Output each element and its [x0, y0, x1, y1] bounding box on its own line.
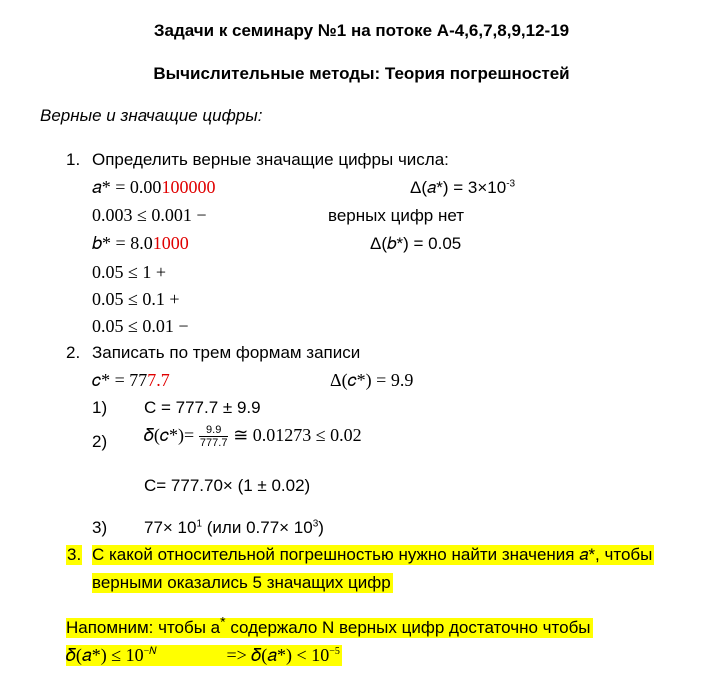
- form3-exp-b: 3: [312, 518, 319, 530]
- b-star-error: Δ(𝑏*) = 0.05: [370, 234, 462, 253]
- c-star-error: Δ(𝑐*) = 9.9: [330, 370, 414, 390]
- task3-line1: С какой относительной погрешностью нужно найти значения 𝑎*, чтобы: [92, 545, 653, 564]
- form3-number: 3): [92, 518, 108, 537]
- section-heading: Верные и значащие цифры:: [40, 106, 263, 125]
- fraction-denominator: 777.7: [199, 437, 228, 449]
- a-star-error-base: Δ(𝑎*) = 3×10: [410, 178, 507, 197]
- b-star-value: [92, 233, 189, 254]
- form3-text: [144, 518, 324, 538]
- task3-line2: верными оказались 5 значащих цифр: [92, 573, 391, 592]
- a-star-value: [92, 177, 215, 198]
- task2-number: 2.: [66, 343, 81, 362]
- a-star-significant: 100000: [161, 177, 216, 197]
- compare-3: 0.05 ≤ 0.1 +: [92, 289, 180, 309]
- b-star-significant: 1000: [152, 233, 189, 253]
- no-true-digits: верных цифр нет: [328, 206, 465, 225]
- a-star-error-exp: -3: [506, 178, 516, 190]
- implies-arrow: =>: [226, 645, 247, 665]
- a-star-error: [410, 178, 515, 198]
- form2-fraction: [199, 424, 229, 449]
- formula-rhs-exp: −5: [329, 646, 340, 657]
- form2-lhs: 𝛿(𝑐*)=: [144, 424, 195, 445]
- form3-part-a: 77× 10: [144, 518, 197, 537]
- page-title: Задачи к семинару №1 на потоке А-4,6,7,8,9,12-19: [153, 21, 570, 40]
- reminder-part-a: Напомним: чтобы a: [66, 618, 221, 637]
- form2-rhs: ≅ 0.01273 ≤ 0.02: [233, 424, 362, 445]
- compare-4: 0.05 ≤ 0.01 −: [92, 316, 189, 336]
- form2-product: C= 777.70× (1 ± 0.02): [144, 476, 311, 495]
- formula-rhs: 𝛿(𝑎*) < 10: [251, 645, 330, 665]
- form1-number: 1): [92, 398, 108, 417]
- reminder-text: [66, 613, 593, 638]
- c-star-significant: 7.7: [147, 370, 170, 390]
- b-star-lhs: 𝑏* = 8.0: [92, 233, 153, 253]
- form2-number: 2): [92, 432, 108, 451]
- reminder-part-b: содержало N верных цифр достаточно чтобы: [225, 618, 591, 637]
- form3-part-c: ): [318, 518, 324, 537]
- task1-text: Определить верные значащие цифры числа:: [92, 150, 449, 169]
- page-subtitle: Вычислительные методы: Теория погрешностей: [153, 64, 570, 83]
- compare-1: 0.003 ≤ 0.001 −: [92, 205, 207, 225]
- form2-formula: [144, 424, 362, 449]
- reminder-formula: [66, 645, 342, 666]
- formula-lhs: 𝛿(𝑎*) ≤ 10: [66, 645, 144, 665]
- fraction-numerator: 9.9: [199, 424, 229, 437]
- reminder-star: *: [220, 613, 226, 630]
- compare-2: 0.05 ≤ 1 +: [92, 262, 167, 282]
- c-star-value: [92, 370, 170, 391]
- task1-number: 1.: [66, 150, 81, 169]
- form3-part-b: (или 0.77× 10: [202, 518, 313, 537]
- formula-lhs-exp: −𝑁: [143, 646, 157, 657]
- task2-text: Записать по трем формам записи: [92, 343, 361, 362]
- form3-exp-a: 1: [196, 518, 203, 530]
- c-star-lhs: 𝑐* = 77: [92, 370, 148, 390]
- a-star-lhs: 𝑎* = 0.00: [92, 177, 162, 197]
- form1-text: C = 777.7 ± 9.9: [144, 398, 261, 417]
- task3-number: 3.: [67, 545, 82, 564]
